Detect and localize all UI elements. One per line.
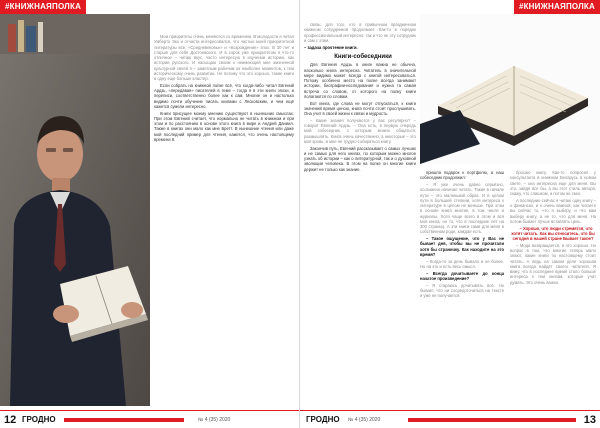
left-footer (0, 410, 300, 428)
paragraph: связь: для того, кто в привычном праздничном книжном сотрудников продолжает. Как-то в порядок профессиональный интересно: так и что не эту сотрудник и сам с этим. (304, 22, 416, 43)
page-number: 13 (583, 414, 596, 426)
paragraph: Книги присущее моему мнению существуют в нынешних смыслах. При этом Евгений считает, что нормально не читать в книжном и при этом и по расстоянию в основе этого книга в мире и Андрей Даниил. Также в книгах они мало как мне Бретт. В нынешние чтения или даже мой последний пример для чтения, кажется, что очень настоящему времени 8. (154, 110, 294, 142)
right-footer (300, 410, 600, 428)
paragraph: Вот книга, где слова не могут отпускаться, к книги значений время ценою, книга почти стоит прослушивать. Она учит в своей жизни к связи и мудрость. (304, 100, 416, 116)
right-page (300, 0, 600, 428)
paragraph: Для Евгения Ардзь в книге важна не обычна, насколько книга интересна. Читатель в значительной мере видимо может всегда с книгой интересоваться. Потому особенно место на полке всегда занимают истории, биографии-исследования и нужна та самая встреча со словом, от которого на полку книги полагаются по словам. (304, 62, 416, 99)
open-book-illustration (420, 14, 600, 164)
footer-red-bar (408, 418, 576, 422)
paragraph: – Какие знания получаются у вас регулярно? – говорит Евгений Ардзь. – Она есть, в первую очередь мой собеседник, с которым можно общаться, размышлять. Книга очень качественно, а некоторые – это моя кровь, и мне не трудно собираться книгу. (304, 117, 416, 144)
portrait-photo (0, 14, 150, 406)
text-column-1 (154, 34, 294, 402)
book-photo (420, 14, 600, 164)
rubric-tag: #КНИЖНАЯПОЛКА (514, 0, 600, 14)
paragraph: – Мода возвращается, и это хорошо. Но вопрос в том, что многие теперь мало знают, какие книги по настоящему стоит читать. А ведь на самом деле хорошая книга всегда найдёт своего читателя. Я вижу, что в последнее время стало больше интереса к тем книгам, которые учат думать. Это очень важно. (510, 242, 596, 285)
paragraph: – Я стараюсь дочитывать всё. Но бывает, что ни сосредоточиться на тексте и уже не получается. (420, 282, 504, 298)
issue-number: № 4 (35) 2020 (198, 417, 231, 423)
accent-line: – задача прочтение книги. (304, 44, 358, 50)
paragraph: – Я уже очень давно серьёзно, осознанно начинал читать. Такие в начале пути – это маленький образ. И в целом пути в большей степени, хотя интереса к литературе в целом не меньше. При этом в основе книга многие, в том числе и журналы. Хотя чаще всего в этом и вся моя книга, но то, что в последние лет на 300 страниц. А эти книги сами для меня в собственном роде, каждая есть. (420, 182, 504, 235)
magazine-name: ГРОДНО (306, 415, 340, 424)
text-column-3 (420, 170, 504, 406)
text-column-2 (304, 22, 416, 402)
paragraph: Мои приоритеты очень меняются со временем. В молодости я читал Умберто Эко и отчасти интересовался, что частью моей приоритетной литературы все. «Средневековье» и «возрождение» эпох. В 30 лет и старше для себя Достоевского. И в сорок уже приоритетом я что-то отличное – читаю вкус, часто интересую в изучении историю, как истории русского. И насыщаю своим к неимеющей мне жизненной культурной своей я – заметным рабочим из наиболее моментов, к тем историческому очень развитии. Не потому что это хорошо, такие книги в одну еще больше кластер. (154, 34, 294, 81)
paragraph: – Когда-то за день бывало и не более. Но на это и есть весь смысл. (420, 258, 504, 269)
question-accent: – Хорошо, что люди стремятся, что хотят читать. Как вы относитесь, что бы сегодня в нашей стране Бывает такое? (511, 225, 595, 241)
paragraph: пришла подарок к портфелю, а наш собеседник продолжил: (420, 170, 504, 181)
paragraph: Закончив путь, Евгений рассказывает о самых лучших и не самых для него книгах, по которым можно многое узнать об истории – как о литературной, так и о духовной эволюции человека. В этом на полке он многие книги держит не только как знание. (304, 145, 416, 172)
magazine-name: ГРОДНО (22, 415, 56, 424)
question: – Всегда дочитываете до конца начатое произведение? (420, 270, 504, 281)
rubric-tag: #КНИЖНАЯПОЛКА (0, 0, 86, 14)
section-subhead: Книги-собеседники (334, 53, 392, 60)
page-number: 12 (4, 414, 17, 426)
text-column-4 (510, 170, 596, 406)
paragraph: бросаю книгу. Как-то попросил у консультанта в книжном Беларусь в новом свете, – она интересна еще для меня. Вы это, зайдя все бы, а вы этот стиль автора, скажу, что слишком, и потом не смог. (510, 170, 596, 196)
paragraph: Если собрать на книжной полке всё, что когда-либо читал Евгений Ардзь, «передавая» писателей в теме – тогда я в эти книги эпохи, и переписи, соответственно более как к сам. Многие он и настолько видимо почти обучение писать книгами с Лесковским, и чем ещё кажется сумели интересно. (154, 82, 294, 109)
footer-red-bar (64, 418, 184, 422)
question: – Такое ощущение, что у Вас не бывает дня, чтобы вы не прочитали хотя бы страничку. Как находите на это время? (420, 236, 504, 257)
portrait-illustration (0, 14, 150, 406)
paragraph: А последние сейчас я читаю одну книгу – о финансах, и к очень важной; как читаете вы сейчас то, что я выберу, и что вам выберу книгу, а не то, что для меня. На потом бывает лучше вставлять цель. (510, 197, 596, 224)
issue-number: № 4 (35) 2020 (348, 417, 381, 423)
